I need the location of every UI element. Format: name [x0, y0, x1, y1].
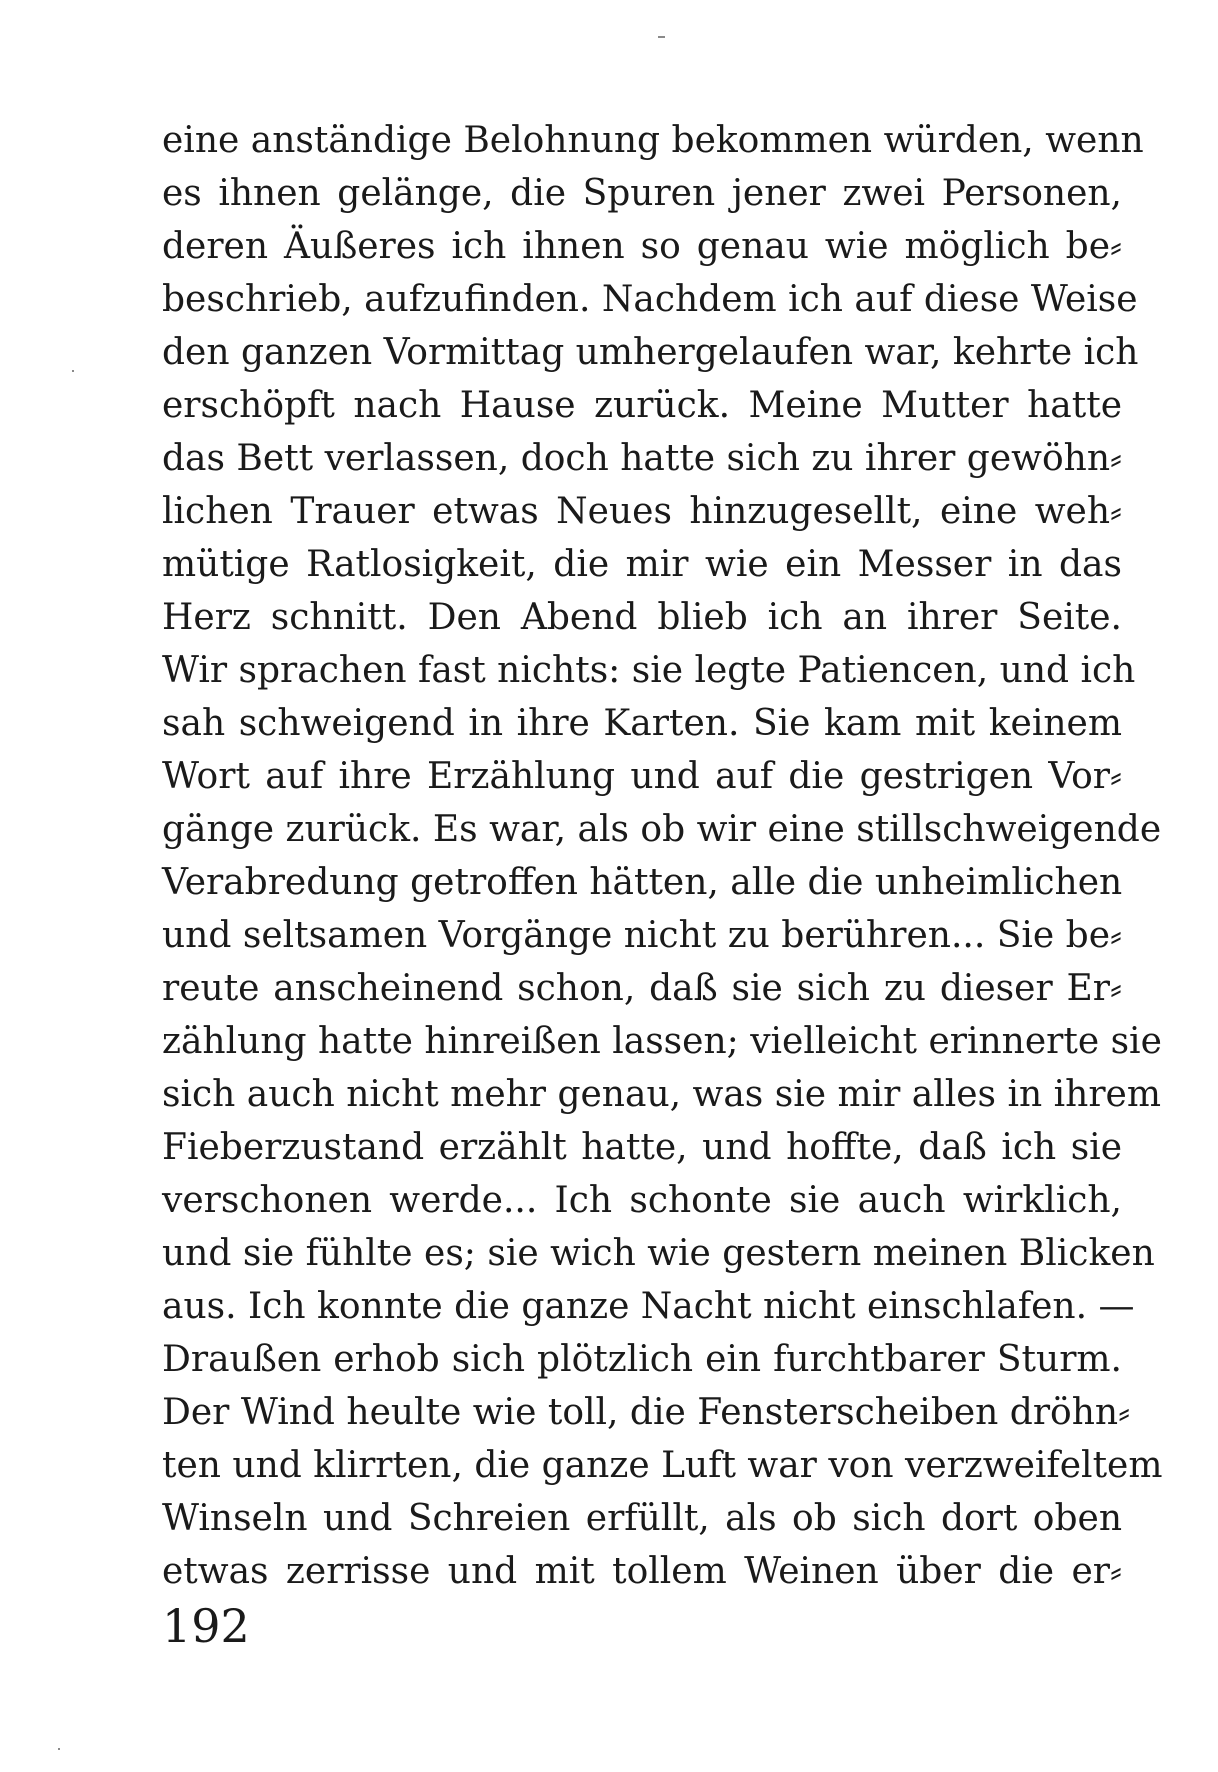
text-line: zählung hatte hinreißen lassen; vielleicht erinnerte sie: [162, 1021, 1162, 1062]
text-line: und sie fühlte es; sie wich wie gestern meinen Blicken: [162, 1233, 1155, 1274]
text-line: beschrieb, aufzufinden. Nachdem ich auf diese Weise: [162, 279, 1138, 320]
text-line: Wir sprachen fast nichts: sie legte Patiencen, und ich: [162, 650, 1136, 691]
scan-speck: [58, 1748, 60, 1750]
text-line: sich auch nicht mehr genau, was sie mir alles in ihrem: [162, 1074, 1161, 1115]
text-line: mütige Ratlosigkeit, die mir wie ein Messer in das: [162, 544, 1122, 585]
text-line: Herz schnitt. Den Abend blieb ich an ihrer Seite.: [162, 597, 1122, 638]
scan-speck: [72, 370, 74, 372]
text-line: Wort auf ihre Erzählung und auf die gestrigen Vor⸗: [162, 756, 1122, 797]
text-line: das Bett verlassen, doch hatte sich zu ihrer gewöhn⸗: [162, 438, 1122, 479]
scan-speck: [658, 36, 665, 38]
text-line: gänge zurück. Es war, als ob wir eine stillschweigende: [162, 809, 1162, 850]
text-line: ten und klirrten, die ganze Luft war von verzweifeltem: [162, 1445, 1163, 1486]
text-line: Winseln und Schreien erfüllt, als ob sich dort oben: [162, 1498, 1122, 1539]
text-line: etwas zerrisse und mit tollem Weinen über die er⸗: [162, 1551, 1122, 1592]
text-line: Der Wind heulte wie toll, die Fensterscheiben dröhn⸗: [162, 1392, 1131, 1433]
text-line: Verabredung getroffen hätten, alle die unheimlichen: [162, 862, 1123, 903]
body-text: [162, 114, 1163, 1598]
text-line: Fieberzustand erzählt hatte, und hoffte, daß ich sie: [162, 1127, 1122, 1168]
text-line: es ihnen gelänge, die Spuren jener zwei Personen,: [162, 173, 1122, 214]
text-line: aus. Ich konnte die ganze Nacht nicht einschlafen. —: [162, 1286, 1135, 1327]
text-line: eine anständige Belohnung bekommen würden, wenn: [162, 120, 1144, 161]
text-line: erschöpft nach Hause zurück. Meine Mutter hatte: [162, 385, 1122, 426]
text-line: deren Äußeres ich ihnen so genau wie möglich be⸗: [162, 226, 1122, 267]
page-number: 192: [162, 1599, 250, 1653]
text-line: verschonen werde... Ich schonte sie auch wirklich,: [162, 1180, 1122, 1221]
text-line: lichen Trauer etwas Neues hinzugesellt, eine weh⸗: [162, 491, 1122, 532]
text-line: sah schweigend in ihre Karten. Sie kam mit keinem: [162, 703, 1122, 744]
text-line: und seltsamen Vorgänge nicht zu berühren... Sie be⸗: [162, 915, 1122, 956]
text-line: reute anscheinend schon, daß sie sich zu dieser Er⸗: [162, 968, 1122, 1009]
text-line: Draußen erhob sich plötzlich ein furchtbarer Sturm.: [162, 1339, 1122, 1380]
text-line: den ganzen Vormittag umhergelaufen war, kehrte ich: [162, 332, 1139, 373]
